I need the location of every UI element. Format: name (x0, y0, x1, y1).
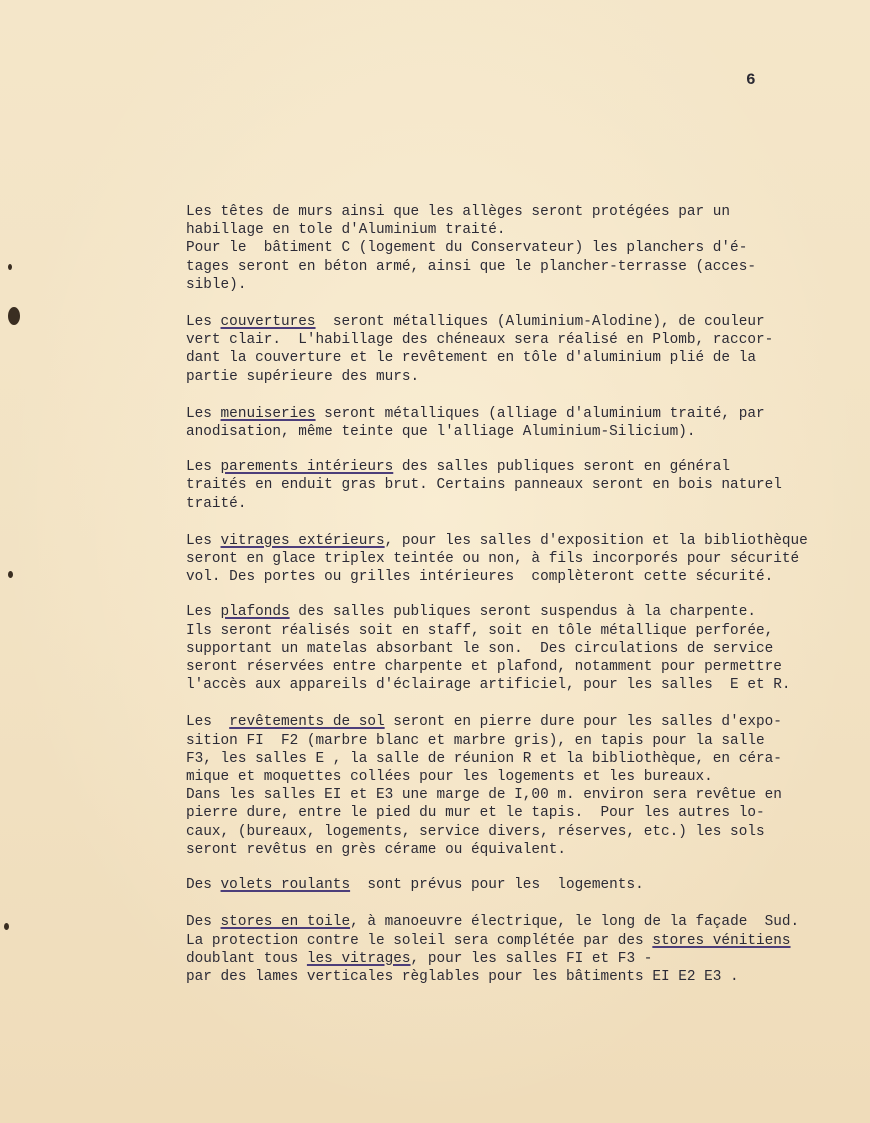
text-segment: par des lames verticales règlables pour les bâtiments EI E2 E3 . (186, 968, 739, 985)
text-line (186, 568, 836, 586)
text-segment: traité. (186, 495, 247, 512)
text-segment: des salles publiques seront en général (393, 459, 731, 476)
text-line (186, 221, 836, 239)
text-line (186, 732, 836, 750)
text-segment: sition FI F2 (marbre blanc et marbre gris), en tapis pour la salle (186, 732, 765, 749)
text-line (186, 841, 836, 859)
text-segment: caux, (bureaux, logements, service divers, réserves, etc.) les sols (186, 823, 765, 840)
text-segment: seront réservées entre charpente et plafond, notamment pour permettre (186, 659, 782, 676)
text-line (186, 349, 836, 367)
text-line (186, 368, 836, 386)
paragraph-gap (186, 294, 836, 313)
paragraph-gap (186, 386, 836, 405)
paragraph-gap (186, 694, 836, 713)
text-line (186, 203, 836, 221)
text-segment: Les (186, 459, 221, 476)
text-line (186, 640, 836, 658)
text-line (186, 786, 836, 804)
underlined-term: volets roulants (220, 877, 351, 894)
text-line (186, 276, 836, 294)
text-segment: , à manoeuvre électrique, le long de la façade Sud. (350, 914, 800, 931)
binder-hole-small (4, 923, 9, 930)
text-segment: anodisation, même teinte que l'alliage Aluminium-Silicium). (186, 424, 696, 441)
text-segment: Les (186, 604, 221, 621)
text-segment: Dans les salles EI et E3 une marge de I,00 m. environ sera revêtue en (186, 787, 782, 804)
text-segment: doublant tous (186, 950, 307, 967)
text-segment: tages seront en béton armé, ainsi que le plancher-terrasse (acces- (186, 258, 756, 275)
text-segment: seront métalliques (alliage d'aluminium traité, par (315, 405, 765, 422)
document-body (186, 203, 836, 986)
paragraph-gap (186, 859, 836, 876)
text-line (186, 550, 836, 568)
binder-hole (8, 307, 20, 325)
text-line (186, 239, 836, 257)
text-segment: habillage en tole d'Aluminium traité. (186, 222, 506, 239)
binder-hole-small (8, 571, 13, 578)
text-segment: seront en glace triplex teintée ou non, à fils incorporés pour sécurité (186, 551, 800, 568)
underlined-term: revêtements de sol (229, 714, 385, 731)
text-line (186, 950, 836, 968)
paragraph (186, 913, 836, 986)
text-segment: dant la couverture et le revêtement en tôle d'aluminium plié de la (186, 350, 756, 367)
text-segment: seront en pierre dure pour les salles d'expo- (384, 714, 782, 731)
text-segment: Ils seront réalisés soit en staff, soit en tôle métallique perforée, (186, 622, 774, 639)
page-number: 6 (746, 71, 756, 89)
text-segment: Des (186, 877, 221, 894)
text-line (186, 423, 836, 441)
underlined-term: menuiseries (220, 405, 316, 422)
text-line (186, 713, 836, 731)
text-segment: , pour les salles d'exposition et la bibliothèque (384, 532, 808, 549)
text-line (186, 258, 836, 276)
text-segment: Les (186, 714, 230, 731)
text-line (186, 750, 836, 768)
text-line (186, 495, 836, 513)
underlined-term: couvertures (220, 314, 316, 331)
paragraph (186, 203, 836, 294)
text-segment: sible). (186, 276, 247, 293)
text-segment: F3, les salles E , la salle de réunion R et la bibliothèque, en céra- (186, 750, 782, 767)
text-segment: Les (186, 314, 221, 331)
underlined-term: vitrages extérieurs (220, 532, 385, 549)
text-segment: l'accès aux appareils d'éclairage artificiel, pour les salles E et R. (186, 677, 791, 694)
text-segment: Les (186, 405, 221, 422)
paragraph (186, 458, 836, 513)
text-segment: partie supérieure des murs. (186, 368, 420, 385)
text-line (186, 603, 836, 621)
underlined-term: les vitrages (306, 950, 411, 967)
text-line (186, 313, 836, 331)
paragraph (186, 532, 836, 587)
paragraph (186, 876, 836, 894)
text-line (186, 932, 836, 950)
paragraph-gap (186, 586, 836, 603)
paragraph (186, 313, 836, 386)
text-segment: Les (186, 532, 221, 549)
paragraph (186, 713, 836, 859)
binder-hole-small (8, 264, 12, 270)
text-segment: supportant un matelas absorbant le son. Des circulations de service (186, 640, 774, 657)
text-segment: Les têtes de murs ainsi que les allèges seront protégées par un (186, 204, 731, 220)
underlined-term: stores en toile (220, 914, 351, 931)
text-line (186, 823, 836, 841)
text-line (186, 658, 836, 676)
text-segment: sont prévus pour les logements. (350, 877, 644, 894)
text-segment: Des (186, 914, 221, 931)
text-segment: vol. Des portes ou grilles intérieures complèteront cette sécurité. (186, 569, 774, 586)
text-segment: , pour les salles FI et F3 - (410, 950, 653, 967)
text-segment: mique et moquettes collées pour les logements et les bureaux. (186, 769, 713, 786)
text-segment: Pour le bâtiment C (logement du Conservateur) les planchers d'é- (186, 240, 748, 257)
paragraph (186, 405, 836, 441)
paragraph-gap (186, 441, 836, 458)
paragraph (186, 603, 836, 694)
paragraph-gap (186, 513, 836, 532)
text-segment: pierre dure, entre le pied du mur et le tapis. Pour les autres lo- (186, 805, 765, 822)
text-line (186, 804, 836, 822)
text-segment: vert clair. L'habillage des chéneaux sera réalisé en Plomb, raccor- (186, 332, 774, 349)
underlined-term: plafonds (220, 604, 290, 621)
text-line (186, 476, 836, 494)
text-line (186, 458, 836, 476)
text-line (186, 676, 836, 694)
text-segment: seront métalliques (Aluminium-Alodine), de couleur (315, 314, 765, 331)
text-line (186, 405, 836, 423)
text-line (186, 622, 836, 640)
text-segment: traités en enduit gras brut. Certains panneaux seront en bois naturel (186, 477, 782, 494)
text-line (186, 913, 836, 931)
underlined-term: parements intérieurs (220, 459, 394, 476)
text-line (186, 331, 836, 349)
text-segment: La protection contre le soleil sera complétée par des (186, 932, 653, 949)
text-line (186, 876, 836, 894)
text-line (186, 532, 836, 550)
text-segment: seront revêtus en grès cérame ou équivalent. (186, 841, 566, 858)
text-line (186, 968, 836, 986)
underlined-term: stores vénitiens (652, 932, 791, 949)
text-segment: des salles publiques seront suspendus à la charpente. (289, 604, 756, 621)
text-line (186, 768, 836, 786)
paragraph-gap (186, 894, 836, 913)
